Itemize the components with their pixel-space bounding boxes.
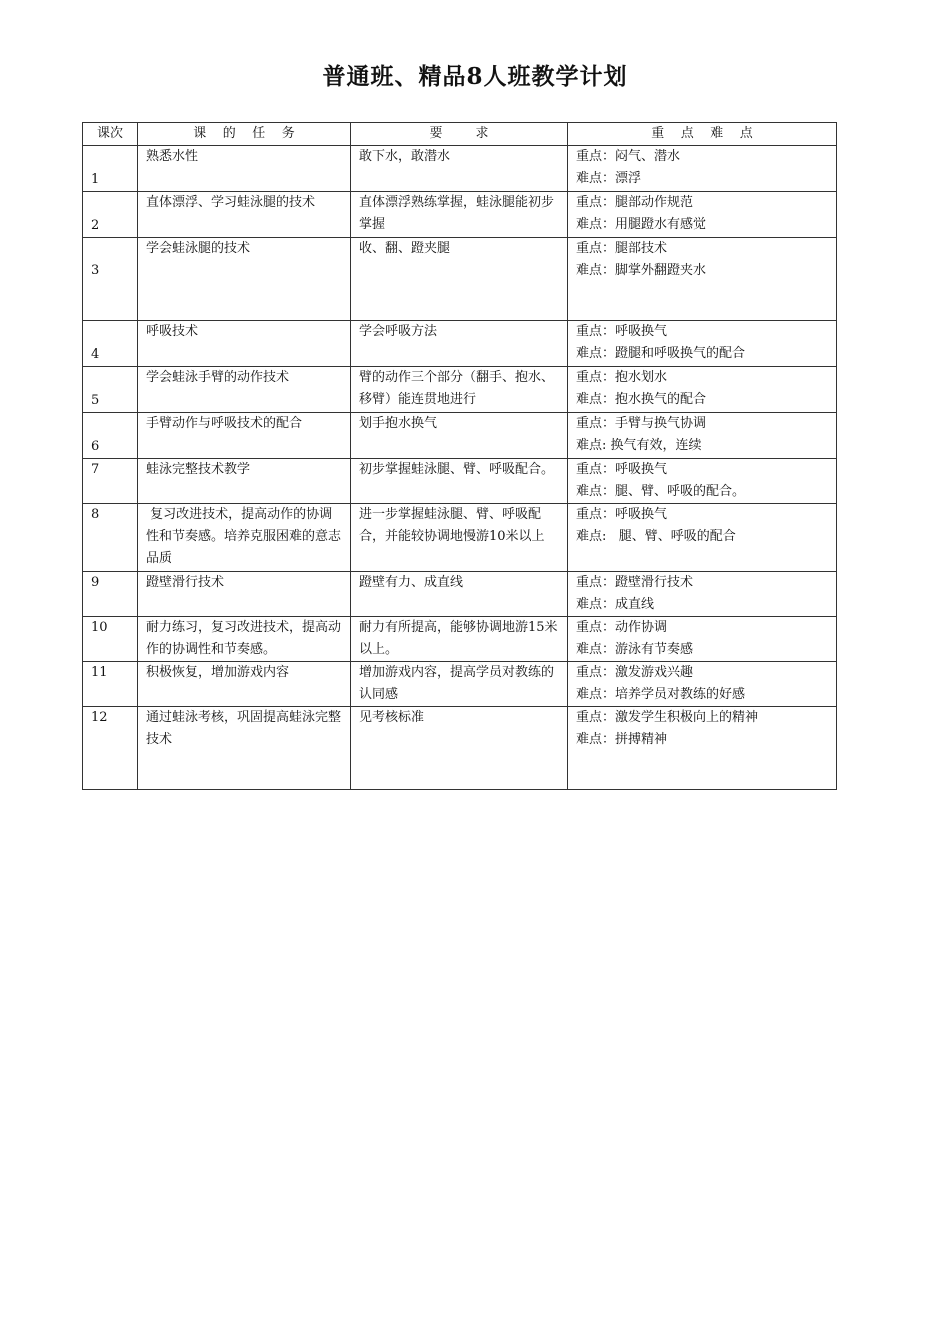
lesson-requirement: 学会呼吸方法	[351, 321, 568, 367]
lesson-number: 3	[83, 238, 138, 321]
lesson-key-difficulty	[568, 459, 837, 504]
lesson-key-difficulty	[568, 707, 837, 790]
lesson-key-difficulty	[568, 238, 837, 321]
lesson-requirement: 增加游戏内容，提高学员对教练的认同感	[351, 662, 568, 707]
difficulty-point: 难点：成直线	[576, 597, 655, 612]
lesson-task: 积极恢复，增加游戏内容	[138, 662, 351, 707]
lesson-number: 9	[83, 572, 138, 617]
key-point: 重点：腿部动作规范	[576, 195, 694, 210]
lesson-key-difficulty	[568, 504, 837, 572]
lesson-key-difficulty	[568, 662, 837, 707]
lesson-key-difficulty	[568, 572, 837, 617]
key-point: 重点：腿部技术	[576, 241, 668, 256]
lesson-number: 12	[83, 707, 138, 790]
lesson-key-difficulty	[568, 321, 837, 367]
key-point: 重点：激发学生积极向上的精神	[576, 710, 759, 725]
lesson-task: 蹬壁滑行技术	[138, 572, 351, 617]
lesson-number: 10	[83, 617, 138, 662]
lesson-requirement: 进一步掌握蛙泳腿、臂、呼吸配合，并能较协调地慢游10米以上	[351, 504, 568, 572]
difficulty-point: 难点：蹬腿和呼吸换气的配合	[576, 346, 746, 361]
lesson-key-difficulty	[568, 367, 837, 413]
key-point: 重点：闷气、潜水	[576, 149, 681, 164]
table-row	[83, 321, 837, 367]
lesson-number: 5	[83, 367, 138, 413]
lesson-key-difficulty	[568, 413, 837, 459]
lesson-number: 2	[83, 192, 138, 238]
table-row	[83, 459, 837, 504]
page-title: 普通班、精品8人班教学计划	[322, 63, 628, 90]
difficulty-point: 难点：游泳有节奏感	[576, 642, 694, 657]
table-row	[83, 617, 837, 662]
key-point: 重点：呼吸换气	[576, 324, 668, 339]
header-requirement: 要 求	[351, 123, 568, 146]
difficulty-point: 难点：用腿蹬水有感觉	[576, 217, 707, 232]
table-row	[83, 192, 837, 238]
key-point: 重点：动作协调	[576, 620, 668, 635]
table-row	[83, 662, 837, 707]
lesson-requirement: 耐力有所提高，能够协调地游15米以上。	[351, 617, 568, 662]
difficulty-point: 难点: 腿、臂、呼吸的配合	[576, 529, 736, 544]
table-row	[83, 367, 837, 413]
lesson-task: 蛙泳完整技术教学	[138, 459, 351, 504]
table-row	[83, 146, 837, 192]
lesson-key-difficulty	[568, 192, 837, 238]
key-point: 重点：手臂与换气协调	[576, 416, 707, 431]
header-task: 课 的 任 务	[138, 123, 351, 146]
difficulty-point: 难点：漂浮	[576, 171, 642, 186]
key-point: 重点：呼吸换气	[576, 507, 668, 522]
lesson-task: 呼吸技术	[138, 321, 351, 367]
table-row	[83, 504, 837, 572]
lesson-requirement: 划手抱水换气	[351, 413, 568, 459]
lesson-number: 8	[83, 504, 138, 572]
lesson-task: 熟悉水性	[138, 146, 351, 192]
lesson-requirement: 蹬壁有力、成直线	[351, 572, 568, 617]
lesson-task: 复习改进技术，提高动作的协调性和节奏感。培养克服困难的意志品质	[138, 504, 351, 572]
lesson-task: 直体漂浮、学习蛙泳腿的技术	[138, 192, 351, 238]
lesson-number: 7	[83, 459, 138, 504]
table-header-row	[83, 123, 837, 146]
key-point: 重点：抱水划水	[576, 370, 668, 385]
header-lesson: 课次	[83, 123, 138, 146]
key-point: 重点：激发游戏兴趣	[576, 665, 694, 680]
key-point: 重点：蹬壁滑行技术	[576, 575, 694, 590]
lesson-requirement: 初步掌握蛙泳腿、臂、呼吸配合。	[351, 459, 568, 504]
lesson-number: 4	[83, 321, 138, 367]
lesson-number: 6	[83, 413, 138, 459]
header-key-difficulty: 重 点 难 点	[568, 123, 837, 146]
difficulty-point: 难点：拼搏精神	[576, 732, 668, 747]
lesson-number: 11	[83, 662, 138, 707]
lesson-requirement: 收、翻、蹬夹腿	[351, 238, 568, 321]
lesson-requirement: 见考核标准	[351, 707, 568, 790]
key-point: 重点：呼吸换气	[576, 462, 668, 477]
lesson-task: 学会蛙泳手臂的动作技术	[138, 367, 351, 413]
lesson-key-difficulty	[568, 146, 837, 192]
table-row	[83, 707, 837, 790]
lesson-task: 手臂动作与呼吸技术的配合	[138, 413, 351, 459]
difficulty-point: 难点：抱水换气的配合	[576, 392, 707, 407]
table-row	[83, 238, 837, 321]
lesson-task: 耐力练习，复习改进技术，提高动作的协调性和节奏感。	[138, 617, 351, 662]
lesson-requirement: 臂的动作三个部分（翻手、抱水、移臂）能连贯地进行	[351, 367, 568, 413]
difficulty-point: 难点：脚掌外翻蹬夹水	[576, 263, 707, 278]
lesson-task: 学会蛙泳腿的技术	[138, 238, 351, 321]
table-row	[83, 572, 837, 617]
lesson-task: 通过蛙泳考核，巩固提高蛙泳完整技术	[138, 707, 351, 790]
lesson-requirement: 敢下水，敢潜水	[351, 146, 568, 192]
lesson-key-difficulty	[568, 617, 837, 662]
difficulty-point: 难点：培养学员对教练的好感	[576, 687, 746, 702]
difficulty-point: 难点：腿、臂、呼吸的配合。	[576, 484, 746, 499]
lesson-requirement: 直体漂浮熟练掌握，蛙泳腿能初步掌握	[351, 192, 568, 238]
difficulty-point: 难点: 换气有效，连续	[576, 438, 702, 453]
table-row	[83, 413, 837, 459]
teaching-plan-table	[82, 122, 837, 790]
lesson-number: 1	[83, 146, 138, 192]
